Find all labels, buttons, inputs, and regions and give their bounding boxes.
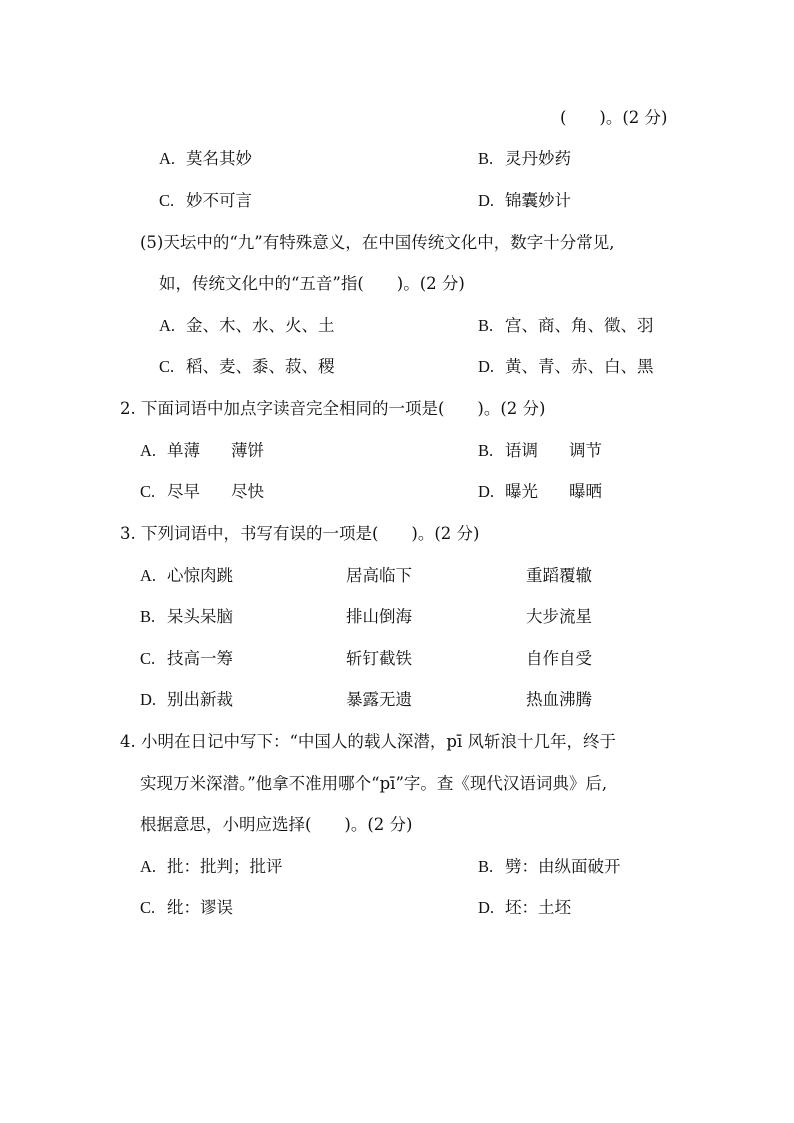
option-c[interactable] <box>159 190 252 212</box>
option-a[interactable] <box>159 148 252 170</box>
option-d-word-2: 暴露无遗 <box>346 690 412 709</box>
option-word-2: 尽快 <box>231 482 264 501</box>
option-b[interactable] <box>140 606 233 628</box>
option-word-1: 心惊肉跳 <box>167 566 233 585</box>
option-label: D. <box>478 191 495 210</box>
question-4-line3: 根据意思，小明应选择( )。(2 分) <box>140 815 413 834</box>
option-label: B. <box>478 316 494 335</box>
option-a[interactable] <box>140 440 264 462</box>
option-label: B. <box>140 607 156 626</box>
sub-question-5-line1: (5)天坛中的“九”有特殊意义，在中国传统文化中，数字十分常见, <box>140 233 615 252</box>
option-text: 批：批判；批评 <box>167 857 283 876</box>
option-word-1: 曝光 <box>505 482 538 501</box>
sub-question-5-line2: 如，传统文化中的“五音”指( )。(2 分) <box>159 274 465 293</box>
option-c[interactable] <box>140 648 233 670</box>
option-c-word-2: 斩钉截铁 <box>346 649 412 668</box>
option-text: 莫名其妙 <box>186 149 252 168</box>
question-tail: ( )。(2 分) <box>560 108 668 127</box>
option-word-1: 别出新裁 <box>167 690 233 709</box>
option-label: D. <box>140 690 157 709</box>
question-4-line1: 4. 小明在日记中写下：“中国人的载人深潜，pī 风斩浪十几年，终于 <box>120 732 617 751</box>
option-b-word-3: 大步流星 <box>526 607 592 626</box>
option-c[interactable] <box>140 481 264 503</box>
option-label: B. <box>478 149 494 168</box>
option-b-word-2: 排山倒海 <box>346 607 412 626</box>
option-label: C. <box>140 898 156 917</box>
option-b[interactable] <box>478 315 654 337</box>
option-a-word-2: 居高临下 <box>346 566 412 585</box>
option-b[interactable] <box>478 148 571 170</box>
question-4-line2: 实现万米深潜。”他拿不准用哪个“pī”字。查《现代汉语词典》后, <box>140 774 608 793</box>
option-word-1: 尽早 <box>167 482 200 501</box>
option-d[interactable] <box>478 356 654 378</box>
option-text: 劈：由纵面破开 <box>505 857 621 876</box>
question-3-stem: 3. 下列词语中，书写有误的一项是( )。(2 分) <box>120 524 480 543</box>
option-word-2: 曝晒 <box>569 482 602 501</box>
option-label: A. <box>159 149 176 168</box>
option-text: 金、木、水、火、土 <box>186 316 335 335</box>
option-label: C. <box>159 191 175 210</box>
option-d[interactable] <box>140 689 233 711</box>
option-word-1: 语调 <box>505 441 538 460</box>
option-d[interactable] <box>478 190 571 212</box>
option-label: D. <box>478 482 495 501</box>
option-text: 锦囊妙计 <box>505 191 571 210</box>
option-label: A. <box>159 316 176 335</box>
option-c[interactable] <box>140 897 233 919</box>
option-c[interactable] <box>159 356 335 378</box>
option-d[interactable] <box>478 897 571 919</box>
option-text: 黄、青、赤、白、黑 <box>505 357 654 376</box>
option-b[interactable] <box>478 440 602 462</box>
option-text: 妙不可言 <box>186 191 252 210</box>
option-text: 纰：谬误 <box>167 898 233 917</box>
option-b[interactable] <box>478 856 621 878</box>
option-label: C. <box>159 357 175 376</box>
option-label: D. <box>478 898 495 917</box>
option-label: A. <box>140 566 157 585</box>
option-text: 稻、麦、黍、菽、稷 <box>186 357 335 376</box>
option-word-1: 呆头呆脑 <box>167 607 233 626</box>
option-d-word-3: 热血沸腾 <box>526 690 592 709</box>
option-label: C. <box>140 649 156 668</box>
option-c-word-3: 自作自受 <box>526 649 592 668</box>
option-a[interactable] <box>159 315 335 337</box>
option-text: 灵丹妙药 <box>505 149 571 168</box>
option-word-1: 技高一筹 <box>167 649 233 668</box>
option-text: 宫、商、角、徵、羽 <box>505 316 654 335</box>
option-label: C. <box>140 482 156 501</box>
option-a-word-3: 重蹈覆辙 <box>526 566 592 585</box>
option-d[interactable] <box>478 481 602 503</box>
option-a[interactable] <box>140 565 233 587</box>
option-label: B. <box>478 441 494 460</box>
question-2-stem: 2. 下面词语中加点字读音完全相同的一项是( )。(2 分) <box>120 399 546 418</box>
option-label: B. <box>478 857 494 876</box>
option-a[interactable] <box>140 856 283 878</box>
option-label: A. <box>140 857 157 876</box>
option-word-1: 单薄 <box>167 441 200 460</box>
option-word-2: 调节 <box>569 441 602 460</box>
option-label: D. <box>478 357 495 376</box>
option-word-2: 薄饼 <box>231 441 264 460</box>
option-label: A. <box>140 441 157 460</box>
option-text: 坯：土坯 <box>505 898 571 917</box>
